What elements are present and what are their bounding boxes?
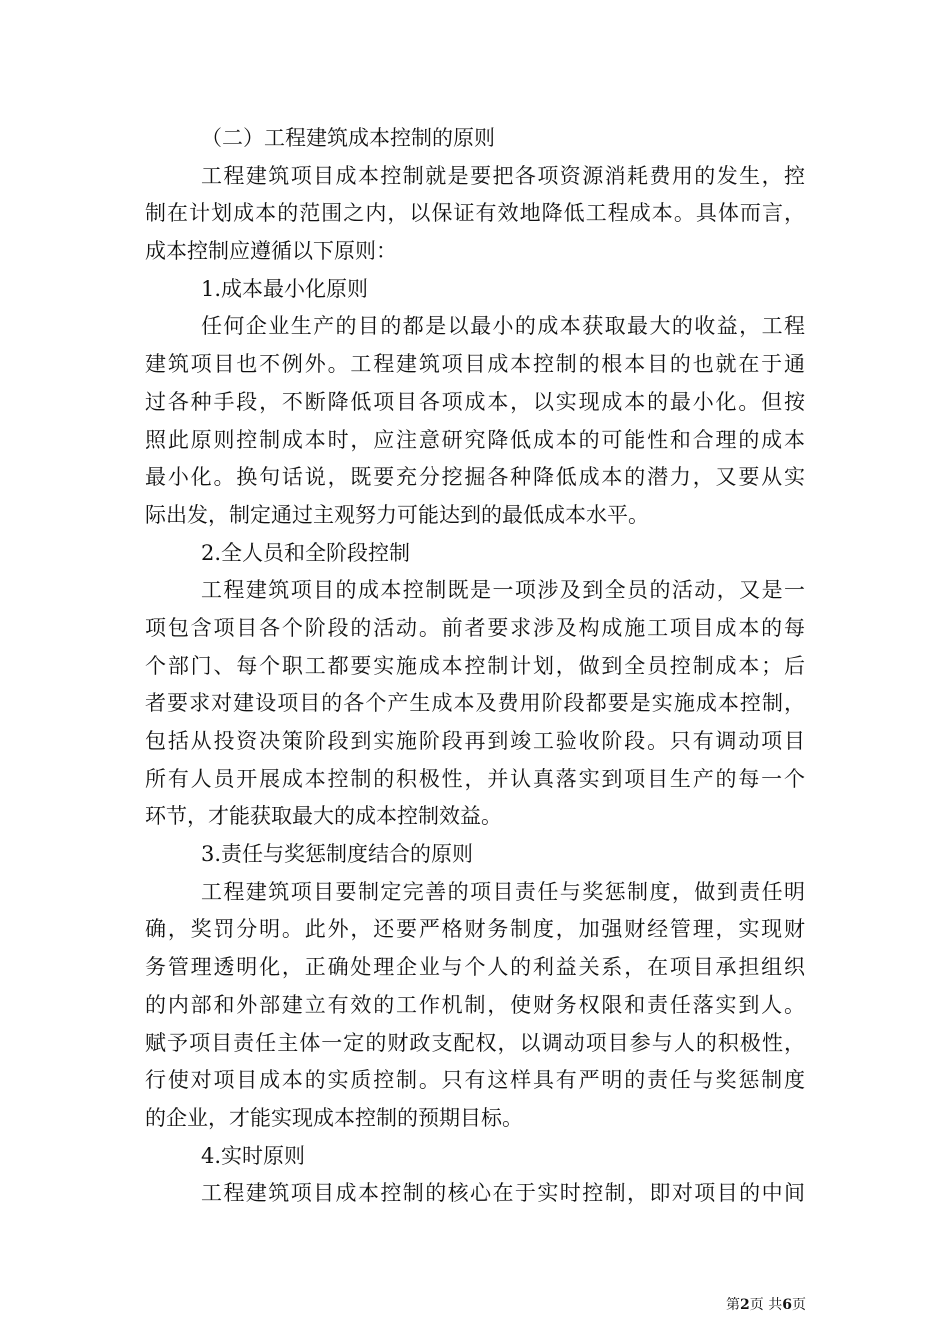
text-line: 任何企业生产的目的都是以最小的成本获取最大的收益，工程 xyxy=(201,314,805,339)
text-line: 的企业，才能实现成本控制的预期目标。 xyxy=(145,1105,523,1130)
total-page-number: 6 xyxy=(782,1297,792,1313)
text-line: 项包含项目各个阶段的活动。前者要求涉及构成施工项目成本的每 xyxy=(145,615,805,640)
text-line: 工程建筑项目的成本控制既是一项涉及到全员的活动，又是一 xyxy=(201,578,805,603)
text-line: 包括从投资决策阶段到实施阶段再到竣工验收阶段。只有调动项目 xyxy=(145,729,805,753)
text-line: 2.全人员和全阶段控制 xyxy=(201,540,411,565)
text-line: （二）工程建筑成本控制的原则 xyxy=(201,126,495,150)
text-line: 行使对项目成本的实质控制。只有这样具有严明的责任与奖惩制度 xyxy=(145,1068,805,1093)
text-line: 所有人员开展成本控制的积极性，并认真落实到项目生产的每一个 xyxy=(145,766,805,791)
text-line: 过各种手段，不断降低项目各项成本，以实现成本的最小化。但按 xyxy=(145,389,805,414)
text-line: 最小化。换句话说，既要充分挖掘各种降低成本的潜力，又要从实 xyxy=(145,465,805,490)
text-line: 成本控制应遵循以下原则： xyxy=(145,239,397,264)
text-line: 务管理透明化，正确处理企业与个人的利益关系，在项目承担组织 xyxy=(145,955,805,980)
text-line: 环节，才能获取最大的成本控制效益。 xyxy=(145,804,502,829)
current-page-number: 2 xyxy=(740,1297,750,1313)
text-line: 工程建筑项目成本控制的核心在于实时控制，即对项目的中间 xyxy=(201,1181,805,1206)
text-line: 工程建筑项目要制定完善的项目责任与奖惩制度，做到责任明 xyxy=(201,879,805,904)
text-line: 3.责任与奖惩制度结合的原则 xyxy=(201,842,474,867)
text-line: 1.成本最小化原则 xyxy=(201,276,369,301)
page-footer-middle: 页 共 xyxy=(749,1297,783,1313)
text-line: 照此原则控制成本时，应注意研究降低成本的可能性和合理的成本 xyxy=(145,427,805,452)
text-line: 建筑项目也不例外。工程建筑项目成本控制的根本目的也就在于通 xyxy=(145,352,805,377)
page-footer-suffix: 页 xyxy=(792,1297,806,1313)
text-line: 际出发，制定通过主观努力可能达到的最低成本水平。 xyxy=(145,502,649,527)
page-footer-prefix: 第 xyxy=(726,1297,741,1313)
text-line: 4.实时原则 xyxy=(201,1143,306,1168)
text-line: 赋予项目责任主体一定的财政支配权，以调动项目参与人的积极性， xyxy=(145,1030,805,1055)
text-line: 的内部和外部建立有效的工作机制，使财务权限和责任落实到人。 xyxy=(145,992,805,1017)
page-footer xyxy=(726,1296,806,1314)
text-line: 制在计划成本的范围之内，以保证有效地降低工程成本。具体而言， xyxy=(145,201,805,226)
text-line: 个部门、每个职工都要实施成本控制计划，做到全员控制成本；后 xyxy=(145,653,805,678)
text-line: 工程建筑项目成本控制就是要把各项资源消耗费用的发生，控 xyxy=(201,163,805,188)
text-line: 者要求对建设项目的各个产生成本及费用阶段都要是实施成本控制， xyxy=(145,691,805,716)
document-body xyxy=(145,120,805,1213)
text-line: 确，奖罚分明。此外，还要严格财务制度，加强财经管理，实现财 xyxy=(145,917,805,942)
